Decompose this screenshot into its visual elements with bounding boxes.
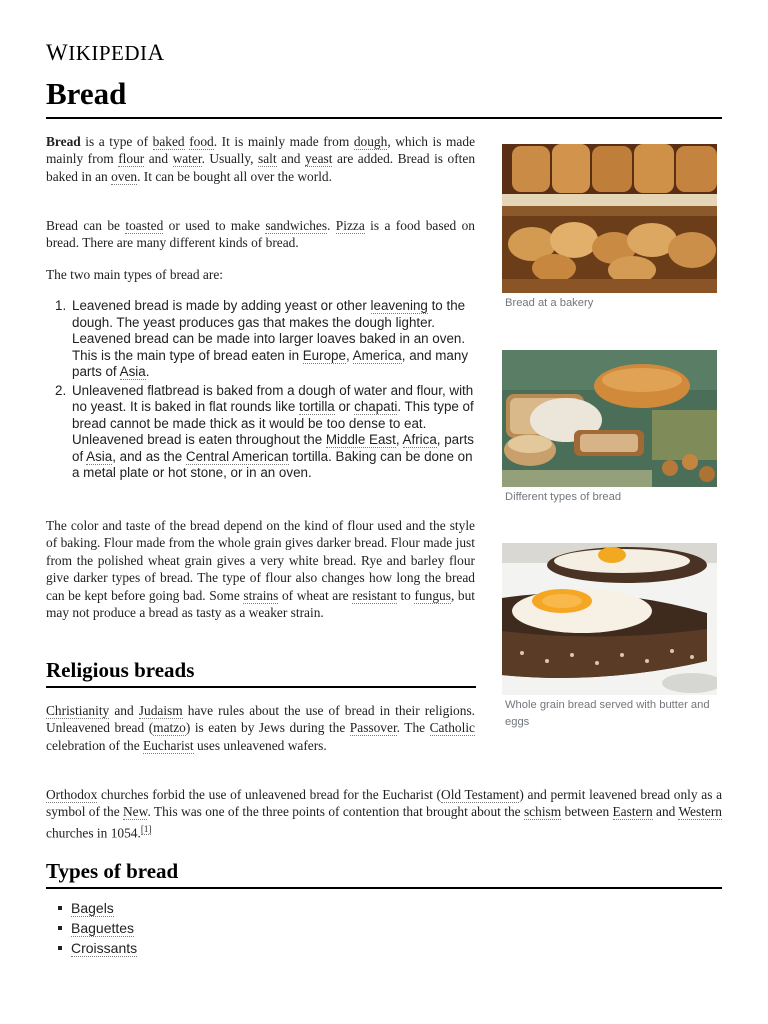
figure-caption: Whole grain bread served with butter and eggs [505,699,710,728]
inline-link[interactable]: salt [258,151,277,167]
text-run: is a type of [80,134,153,149]
inline-link[interactable]: food [189,134,214,149]
section-divider [46,887,722,889]
bold-term: Bread [46,134,81,149]
page-title: Bread [46,76,127,111]
text-run: The color and taste of the bread depend on the kind of flour used and the style of baking. Flour made from the whole grain gives darker bread. Flour made just from the polished wheat grain gives a very white bread. Rye and barley flour give darker types of bread. The type of flour also changes how long the bread can be kept before going bad. Some [46,518,475,603]
inline-link[interactable]: matzo [153,720,186,736]
inline-link[interactable]: flour [118,151,145,167]
inline-link[interactable]: baked [152,134,185,149]
text-run: or [334,399,355,414]
text-run: and [276,151,305,167]
bread-types-image-art [502,350,717,487]
inline-link[interactable]: Asia [86,448,113,464]
wikipedia-logo[interactable]: WIKIPEDIA [46,40,165,65]
text-run: or used to make [163,218,266,233]
flour-paragraph [46,517,475,621]
text-run: and [109,703,139,718]
text-run: , and many parts of [72,347,469,379]
inline-link[interactable]: Judaism [138,703,183,718]
figure-whole-grain [502,543,717,733]
inline-link[interactable]: Europe [302,347,346,363]
inline-link[interactable]: Christianity [46,703,110,718]
text-run: , [345,347,353,363]
list-item [46,918,137,938]
inline-link[interactable]: America [352,347,402,363]
inline-link[interactable]: Orthodox [46,787,98,802]
types-of-bread-list [46,898,137,958]
whole-grain-image[interactable] [502,543,717,695]
religious-paragraph-2 [46,786,722,842]
inline-link[interactable]: yeast [304,151,333,167]
inline-link[interactable]: schism [523,804,562,820]
text-run: , but may not produce a bread as tasty as a weaker strain. [46,587,475,621]
text-run: , and as the [112,448,186,464]
inline-link[interactable]: Catholic [429,720,475,736]
inline-link[interactable]: Old Testament [441,787,520,802]
inline-link[interactable]: Passover [349,720,397,736]
inline-link[interactable]: Eucharist [143,737,194,753]
bread-kinds-list [46,298,476,484]
intro-paragraph-3 [46,266,475,283]
text-run: and [652,804,679,820]
inline-link[interactable]: dough [353,134,388,149]
text-run: . It is mainly made from [213,134,354,149]
text-run: churches forbid the use of unleavened bread for the Eucharist ( [97,787,442,802]
text-run: have rules about the use of bread in their religions. Unleavened bread ( [46,703,476,736]
citation-link[interactable]: [1] [140,823,152,834]
inline-link[interactable]: water [172,151,202,167]
text-run: Leavened bread is made by adding yeast or other [72,298,371,313]
text-run: . It can be bought all over the world. [137,168,332,184]
text-run: celebration of the [46,737,144,753]
title-divider [46,117,722,119]
list-item-leavened [72,298,476,381]
inline-link[interactable]: New [123,804,148,820]
text-run: The two main types of bread are: [46,267,223,282]
bakery-image[interactable] [502,144,717,293]
list-item [46,938,137,958]
text-run: is a food based on bread. There are many different kinds of bread. [46,218,475,251]
text-run: . This type of bread cannot be made thick as it would be too dense to eat. Unleavened bread is eaten throughout the [72,399,474,447]
section-heading-religious-breads: Religious breads [46,658,195,682]
inline-link[interactable]: Central American [185,448,289,464]
text-run: ) and permit leavened bread only as a symbol of the [46,787,723,820]
text-run: , parts of [72,432,474,464]
bakery-image-art [502,144,717,293]
text-run: are added. Bread is often baked in an [46,151,476,184]
text-run: Bread can be [46,218,126,233]
inline-link[interactable]: Middle East [325,432,396,447]
inline-link[interactable]: Africa [402,432,437,447]
inline-link[interactable]: Pizza [335,218,365,233]
inline-link[interactable]: leavening [370,298,428,313]
intro-paragraph-2 [46,217,475,252]
text-run: Unleavened flatbread is baked from a dough of water and flour, with no yeast. It is baked in flat rounds like [72,382,474,414]
inline-link[interactable]: oven [111,168,138,184]
list-item-unleavened [72,383,476,482]
text-run: . This was one of the three points of contention that brought about the [147,804,524,820]
inline-link[interactable]: strains [243,587,279,603]
inline-link[interactable]: sandwiches [265,218,328,233]
section-divider [46,686,476,688]
text-run: to [396,587,415,603]
text-run: . [327,218,336,233]
text-run: tortilla. Baking can be done on a metal plate or hot stone, or in an oven. [72,448,473,480]
bagels-link[interactable]: Bagels [71,900,114,916]
text-run: , which is made mainly from [46,134,476,167]
whole-grain-image-art [502,543,717,695]
religious-paragraph-1 [46,702,475,754]
inline-link[interactable]: resistant [352,587,397,603]
inline-link[interactable]: fungus [414,587,451,603]
inline-link[interactable]: toasted [125,218,164,233]
figure-bakery [502,144,717,314]
text-run: of wheat are [278,587,353,603]
inline-link[interactable]: Western [678,804,722,820]
text-run: . Usually, [201,151,259,167]
section-heading-types-of-bread: Types of bread [46,859,179,883]
inline-link[interactable]: Eastern [612,804,653,820]
text-run: to the dough. The yeast produces gas that makes the dough lighter. Leavened bread can be made into larger loaves baked in an oven. This is the main type of bread eaten in [72,298,466,363]
text-run: between [561,804,613,820]
text-run: . The [396,720,430,736]
text-run: , [395,432,403,447]
text-run: uses unleavened wafers. [193,737,327,753]
text-run: . [145,364,150,379]
figure-caption: Bread at a bakery [505,297,594,309]
text-run: ) is eaten by Jews during the [185,720,350,736]
list-item [46,898,137,918]
inline-link[interactable]: Asia [119,364,146,379]
bread-types-image[interactable] [502,350,717,487]
inline-link[interactable]: tortilla [299,399,335,414]
croissants-link[interactable]: Croissants [71,940,138,956]
text-run: churches in 1054. [46,825,141,841]
baguettes-link[interactable]: Baguettes [71,920,135,936]
inline-link[interactable]: chapati [354,399,398,414]
text-run: and [144,151,173,167]
figure-caption: Different types of bread [505,491,622,503]
figure-bread-types [502,350,717,508]
intro-paragraph-1 [46,133,475,185]
